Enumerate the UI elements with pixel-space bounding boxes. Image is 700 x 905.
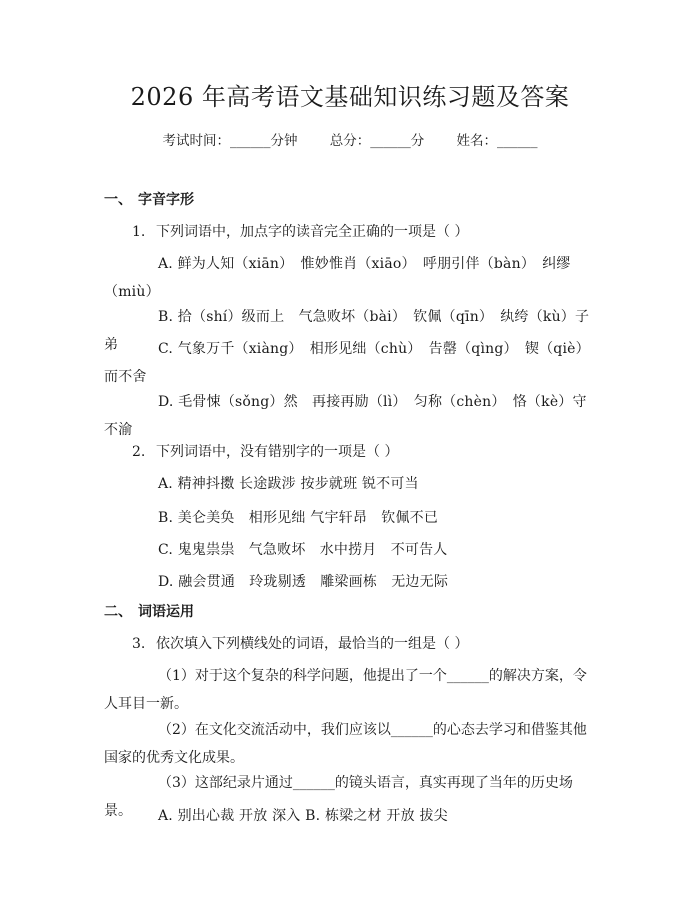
question-number: 1.: [132, 224, 146, 240]
question-1-option-c: C. 气象万千（xiàng） 相形见绌（chù） 告罄（qìng） 锲（qiè）而不舍: [104, 341, 590, 385]
question-number: 2.: [132, 444, 146, 460]
question-2-option-a: A. 精神抖擞 长途跋涉 按步就班 锐不可当: [158, 476, 419, 492]
section-title: 字音字形: [138, 192, 194, 208]
question-2-option-c: C. 鬼鬼祟祟 气急败坏 水中捞月 不可告人: [158, 542, 448, 558]
question-2-option-d: D. 融会贯通 玲珑剔透 雕梁画栋 无边无际: [158, 574, 449, 590]
page-title: 2026 年高考语文基础知识练习题及答案: [130, 83, 570, 111]
question-stem: 下列词语中，加点字的读音完全正确的一项是（ ）: [156, 224, 469, 240]
question-3-blank-3: （3）这部纪录片通过______的镜头语言，真实再现了当年的历史场景。: [104, 775, 573, 819]
exam-score: 总分：______分: [329, 133, 425, 149]
question-3: [132, 633, 602, 655]
question-3-option-a: A. 别出心裁 开放 深入 B. 栋梁之材 开放 拔尖: [158, 808, 448, 824]
question-number: 3.: [132, 636, 146, 652]
question-1-option-d: D. 毛骨悚（sǒng）然 再接再励（lì） 匀称（chèn） 恪（kè）守不渝: [104, 394, 587, 438]
section-heading-2: [104, 601, 194, 623]
question-2-option-b: B. 美仑美奂 相形见绌 气宇轩昂 钦佩不已: [158, 510, 439, 526]
question-stem: 下列词语中，没有错别字的一项是（ ）: [156, 444, 399, 460]
question-2: [132, 441, 602, 463]
question-1-option-a: A. 鲜为人知（xiān） 惟妙惟肖（xiāo） 呼朋引伴（bàn） 纠缪（miù）: [104, 256, 571, 300]
section-number: 一、: [104, 192, 132, 208]
question-1: [132, 221, 602, 243]
section-heading-1: [104, 189, 194, 211]
question-1-option-b: B. 拾（shí）级而上 气急败坏（bài） 钦佩（qīn） 纨绔（kù）子弟: [104, 309, 590, 353]
question-stem: 依次填入下列横线处的词语，最恰当的一组是（ ）: [156, 636, 469, 652]
exam-meta: [0, 130, 700, 152]
exam-name: 姓名：______: [456, 133, 538, 149]
exam-time: 考试时间：______分钟: [162, 133, 298, 149]
section-number: 二、: [104, 604, 132, 620]
question-3-blank-1: （1）对于这个复杂的科学问题，他提出了一个______的解决方案，令人耳目一新。: [104, 668, 587, 712]
question-3-blank-2: （2）在文化交流活动中，我们应该以______的心态去学习和借鉴其他国家的优秀文化成果。: [104, 722, 587, 766]
section-title: 词语运用: [138, 604, 194, 620]
